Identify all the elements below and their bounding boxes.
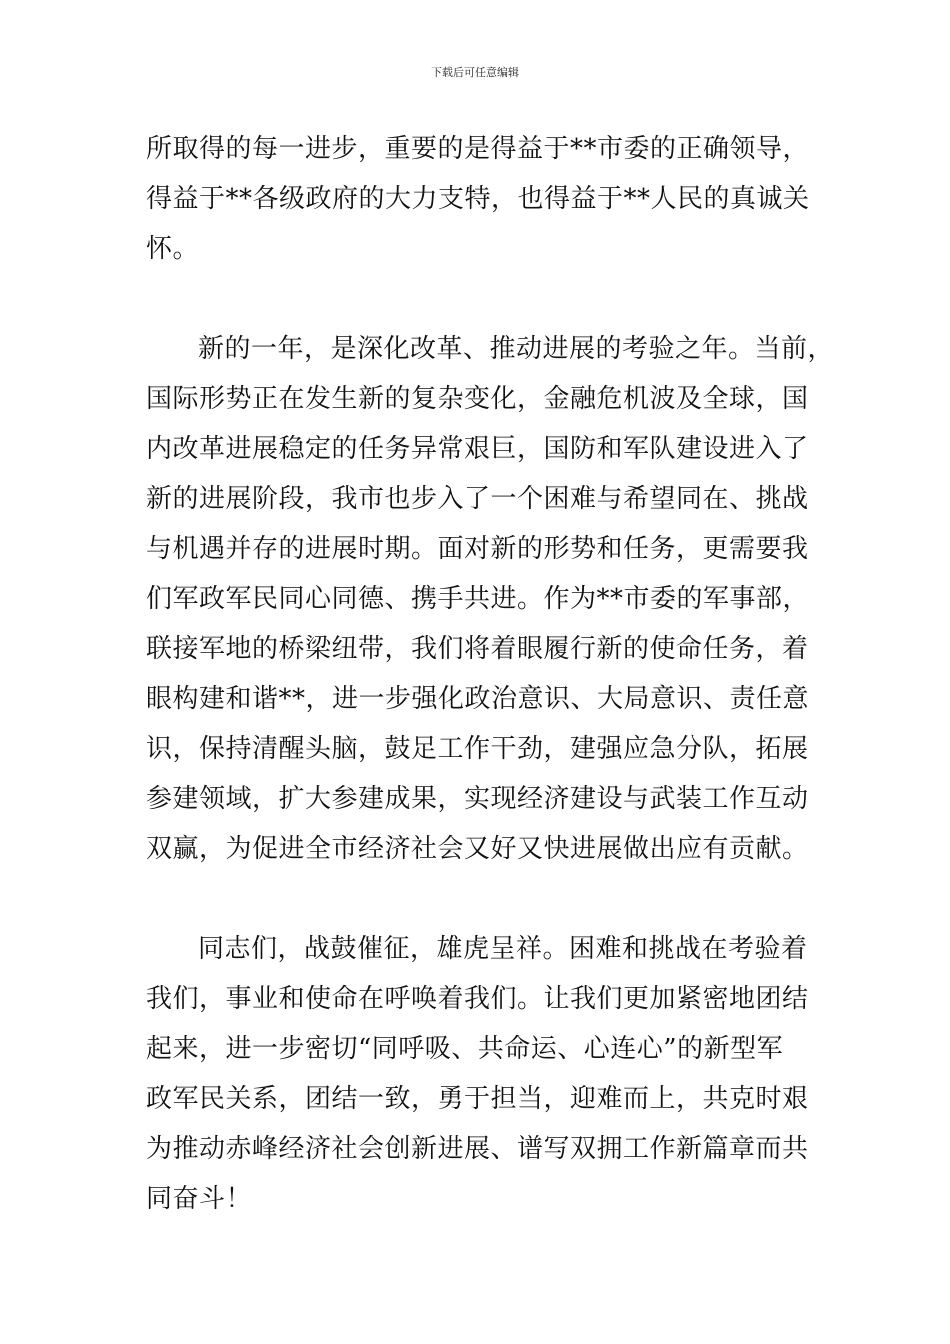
- text-line: 双赢，为促进全市经济社会又好又快进展做出应有贡献。: [146, 834, 809, 864]
- text-line: 新的进展阶段，我市也步入了一个困难与希望同在、挑战: [146, 484, 809, 514]
- text-line: 所取得的每一进步，重要的是得益于**市委的正确领导，: [146, 134, 810, 164]
- page-header-note: 下载后可任意编辑: [431, 66, 519, 79]
- text-line: 内改革进展稳定的任务异常艰巨，国防和军队建设进入了: [146, 434, 809, 464]
- paragraph-3: [146, 924, 836, 1224]
- text-line: 同奋斗！: [146, 1184, 253, 1214]
- paragraph-spacer: [146, 274, 836, 324]
- text-line: 国际形势正在发生新的复杂变化，金融危机波及全球，国: [146, 384, 809, 414]
- paragraph-1: [146, 124, 836, 274]
- text-line: 我们，事业和使命在呼唤着我们。让我们更加紧密地团结: [146, 984, 809, 1014]
- text-line: 同志们，战鼓催征，雄虎呈祥。困难和挑战在考验着: [198, 934, 808, 964]
- text-line: 参建领域，扩大参建成果，实现经济建设与武装工作互动: [146, 784, 809, 814]
- paragraph-spacer: [146, 874, 836, 924]
- text-line: 眼构建和谐**，进一步强化政治意识、大局意识、责任意: [146, 684, 810, 714]
- text-line: 怀。: [146, 234, 200, 264]
- text-line: 得益于**各级政府的大力支特，也得益于**人民的真诚关: [146, 184, 810, 214]
- text-line: 政军民关系，团结一致，勇于担当，迎难而上，共克时艰: [146, 1084, 809, 1114]
- paragraph-2: [146, 324, 836, 874]
- text-line: 起来，进一步密切“同呼吸、共命运、心连心”的新型军: [146, 1034, 784, 1064]
- text-line: 识，保持清醒头脑，鼓足工作干劲，建强应急分队，拓展: [146, 734, 809, 764]
- text-line: 联接军地的桥梁纽带，我们将着眼履行新的使命任务，着: [146, 634, 809, 664]
- text-line: 与机遇并存的进展时期。面对新的形势和任务，更需要我: [146, 534, 809, 564]
- document-body: [146, 124, 836, 1224]
- text-line: 新的一年，是深化改革、推动进展的考验之年。当前，: [198, 334, 835, 364]
- text-line: 们军政军民同心同德、携手共进。作为**市委的军事部，: [146, 584, 810, 614]
- text-line: 为推动赤峰经济社会创新进展、谱写双拥工作新篇章而共: [146, 1134, 809, 1164]
